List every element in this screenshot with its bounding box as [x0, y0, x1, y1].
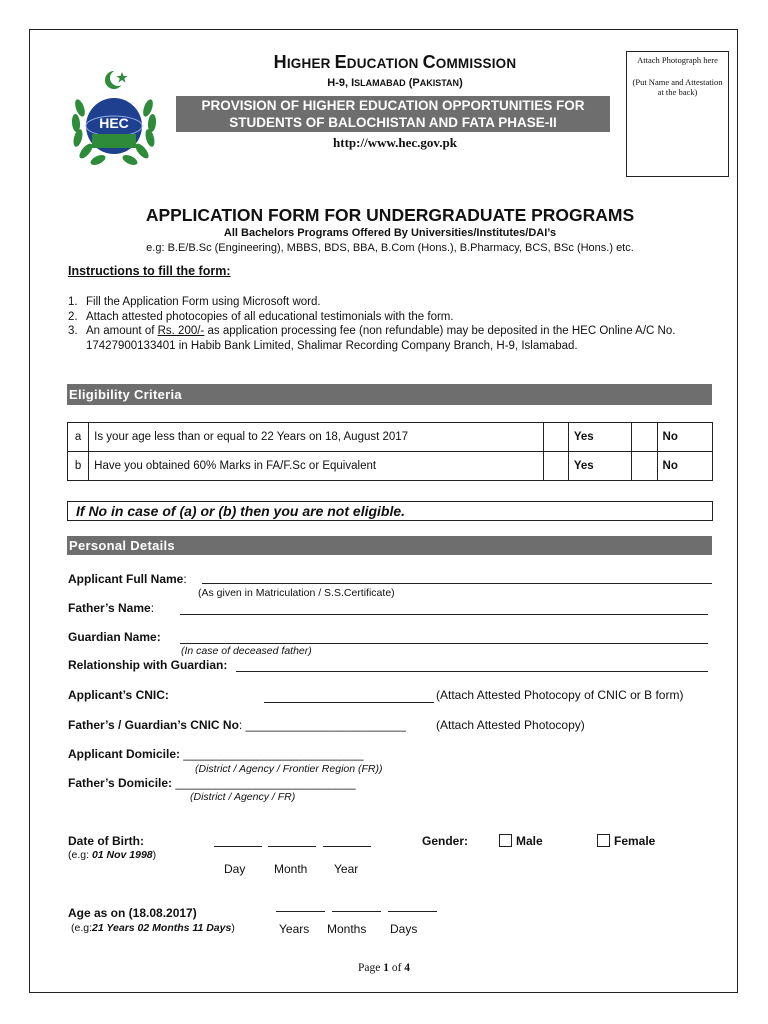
yes-label: Yes	[568, 423, 631, 452]
male-checkbox[interactable]	[499, 834, 512, 847]
personal-details-heading: Personal Details	[67, 536, 712, 555]
age-days-field[interactable]	[388, 911, 437, 912]
form-subtitle: All Bachelors Programs Offered By Universities/Institutes/DAI’s	[223, 227, 557, 239]
dob-year-field[interactable]	[323, 846, 371, 847]
eligibility-heading: Eligibility Criteria	[67, 384, 712, 405]
row-letter: b	[68, 452, 89, 481]
instruction-item: 2. Attach attested photocopies of all educational testimonials with the form.	[68, 310, 454, 323]
age-label: Age as on (18.08.2017)	[68, 906, 197, 920]
eligibility-table	[67, 422, 713, 481]
dob-year-label: Year	[334, 862, 359, 876]
relationship-label: Relationship with Guardian:	[68, 658, 228, 672]
org-address: H-9, ISLAMABAD (PAKISTAN)	[327, 77, 463, 89]
female-checkbox[interactable]	[597, 834, 610, 847]
dob-day-label: Day	[224, 862, 246, 876]
table-row	[68, 423, 713, 452]
dob-label: Date of Birth:	[68, 834, 144, 848]
instruction-item: 1. Fill the Application Form using Microsoft word.	[68, 296, 321, 308]
yes-checkbox-a[interactable]	[543, 423, 568, 452]
domicile-label: Applicant Domicile: ___________________________	[68, 747, 364, 761]
row-question: Have you obtained 60% Marks in FA/F.Sc or Equivalent	[89, 452, 544, 481]
male-label: Male	[516, 834, 543, 848]
instructions-list	[68, 295, 718, 353]
yes-checkbox-b[interactable]	[543, 452, 568, 481]
banner-line-2: STUDENTS OF BALOCHISTAN AND FATA PHASE-II	[229, 115, 557, 130]
table-row	[68, 452, 713, 481]
gender-label: Gender:	[422, 834, 469, 848]
org-name: HIGHER EDUCATION COMMISSION	[273, 52, 517, 72]
father-cnic-note: (Attach Attested Photocopy)	[436, 718, 585, 732]
yes-label: Yes	[568, 452, 631, 481]
program-banner	[176, 96, 610, 132]
cnic-field[interactable]	[264, 702, 434, 703]
relationship-field[interactable]	[236, 671, 708, 672]
photo-attestation-note: (Put Name and Attestation at the back)	[632, 77, 723, 97]
program-examples: e.g: B.E/B.Sc (Engineering), MBBS, BDS, BBA, B.Com (Hons.), B.Pharmacy, BCS, BSc (Hons.) etc.	[146, 242, 634, 254]
age-days-label: Days	[390, 922, 418, 936]
father-domicile-note: (District / Agency / FR)	[190, 791, 296, 803]
photo-instruction: Attach Photograph here	[637, 55, 718, 65]
father-domicile-label: Father’s Domicile: ___________________________	[68, 776, 356, 790]
father-cnic-label: Father’s / Guardian’s CNIC No: ________________________	[68, 718, 406, 732]
age-years-field[interactable]	[276, 911, 325, 912]
domicile-note: (District / Agency / Frontier Region (FR))	[195, 763, 383, 775]
cnic-note: (Attach Attested Photocopy of CNIC or B form)	[436, 688, 684, 702]
website-url: http://www.hec.gov.pk	[333, 135, 457, 150]
no-label: No	[657, 452, 712, 481]
dob-example: (e.g: 01 Nov 1998)	[68, 849, 157, 861]
row-letter: a	[68, 423, 89, 452]
form-title: APPLICATION FORM FOR UNDERGRADUATE PROGRAMS	[145, 205, 635, 225]
guardian-name-field[interactable]	[180, 643, 708, 644]
dob-month-field[interactable]	[268, 846, 316, 847]
no-checkbox-b[interactable]	[632, 452, 657, 481]
age-months-field[interactable]	[332, 911, 381, 912]
hec-logo	[66, 68, 162, 168]
age-years-label: Years	[279, 922, 310, 936]
dob-month-label: Month	[274, 862, 308, 876]
instructions-heading: Instructions to fill the form:	[68, 264, 231, 278]
full-name-field[interactable]	[202, 583, 712, 584]
guardian-name-label: Guardian Name:	[68, 630, 161, 644]
father-name-label: Father’s Name:	[68, 601, 155, 615]
age-months-label: Months	[327, 922, 367, 936]
full-name-note: (As given in Matriculation / S.S.Certificate)	[198, 587, 395, 599]
svg-text:HEC: HEC	[99, 115, 129, 131]
banner-line-1: PROVISION OF HIGHER EDUCATION OPPORTUNITIES FOR	[201, 98, 585, 113]
dob-day-field[interactable]	[214, 846, 262, 847]
eligibility-notice: If No in case of (a) or (b) then you are not eligible.	[67, 501, 713, 521]
page-number: Page 1 of 4	[357, 962, 411, 974]
guardian-note: (In case of deceased father)	[181, 645, 312, 657]
father-name-field[interactable]	[180, 614, 708, 615]
full-name-label: Applicant Full Name:	[68, 572, 187, 586]
no-label: No	[657, 423, 712, 452]
cnic-label: Applicant’s CNIC:	[68, 688, 169, 702]
female-label: Female	[614, 834, 656, 848]
instruction-item: 3. An amount of Rs. 200/- as application processing fee (non refundable) may be deposited in the HEC Online A/C No. 17427900133401 in Habib Bank Limited, Shalimar Recording Company Branch, H-9, Islamabad.	[68, 325, 676, 352]
photo-box	[626, 51, 729, 177]
no-checkbox-a[interactable]	[632, 423, 657, 452]
row-question: Is your age less than or equal to 22 Years on 18, August 2017	[89, 423, 544, 452]
age-example: (e.g:21 Years 02 Months 11 Days)	[71, 922, 235, 934]
